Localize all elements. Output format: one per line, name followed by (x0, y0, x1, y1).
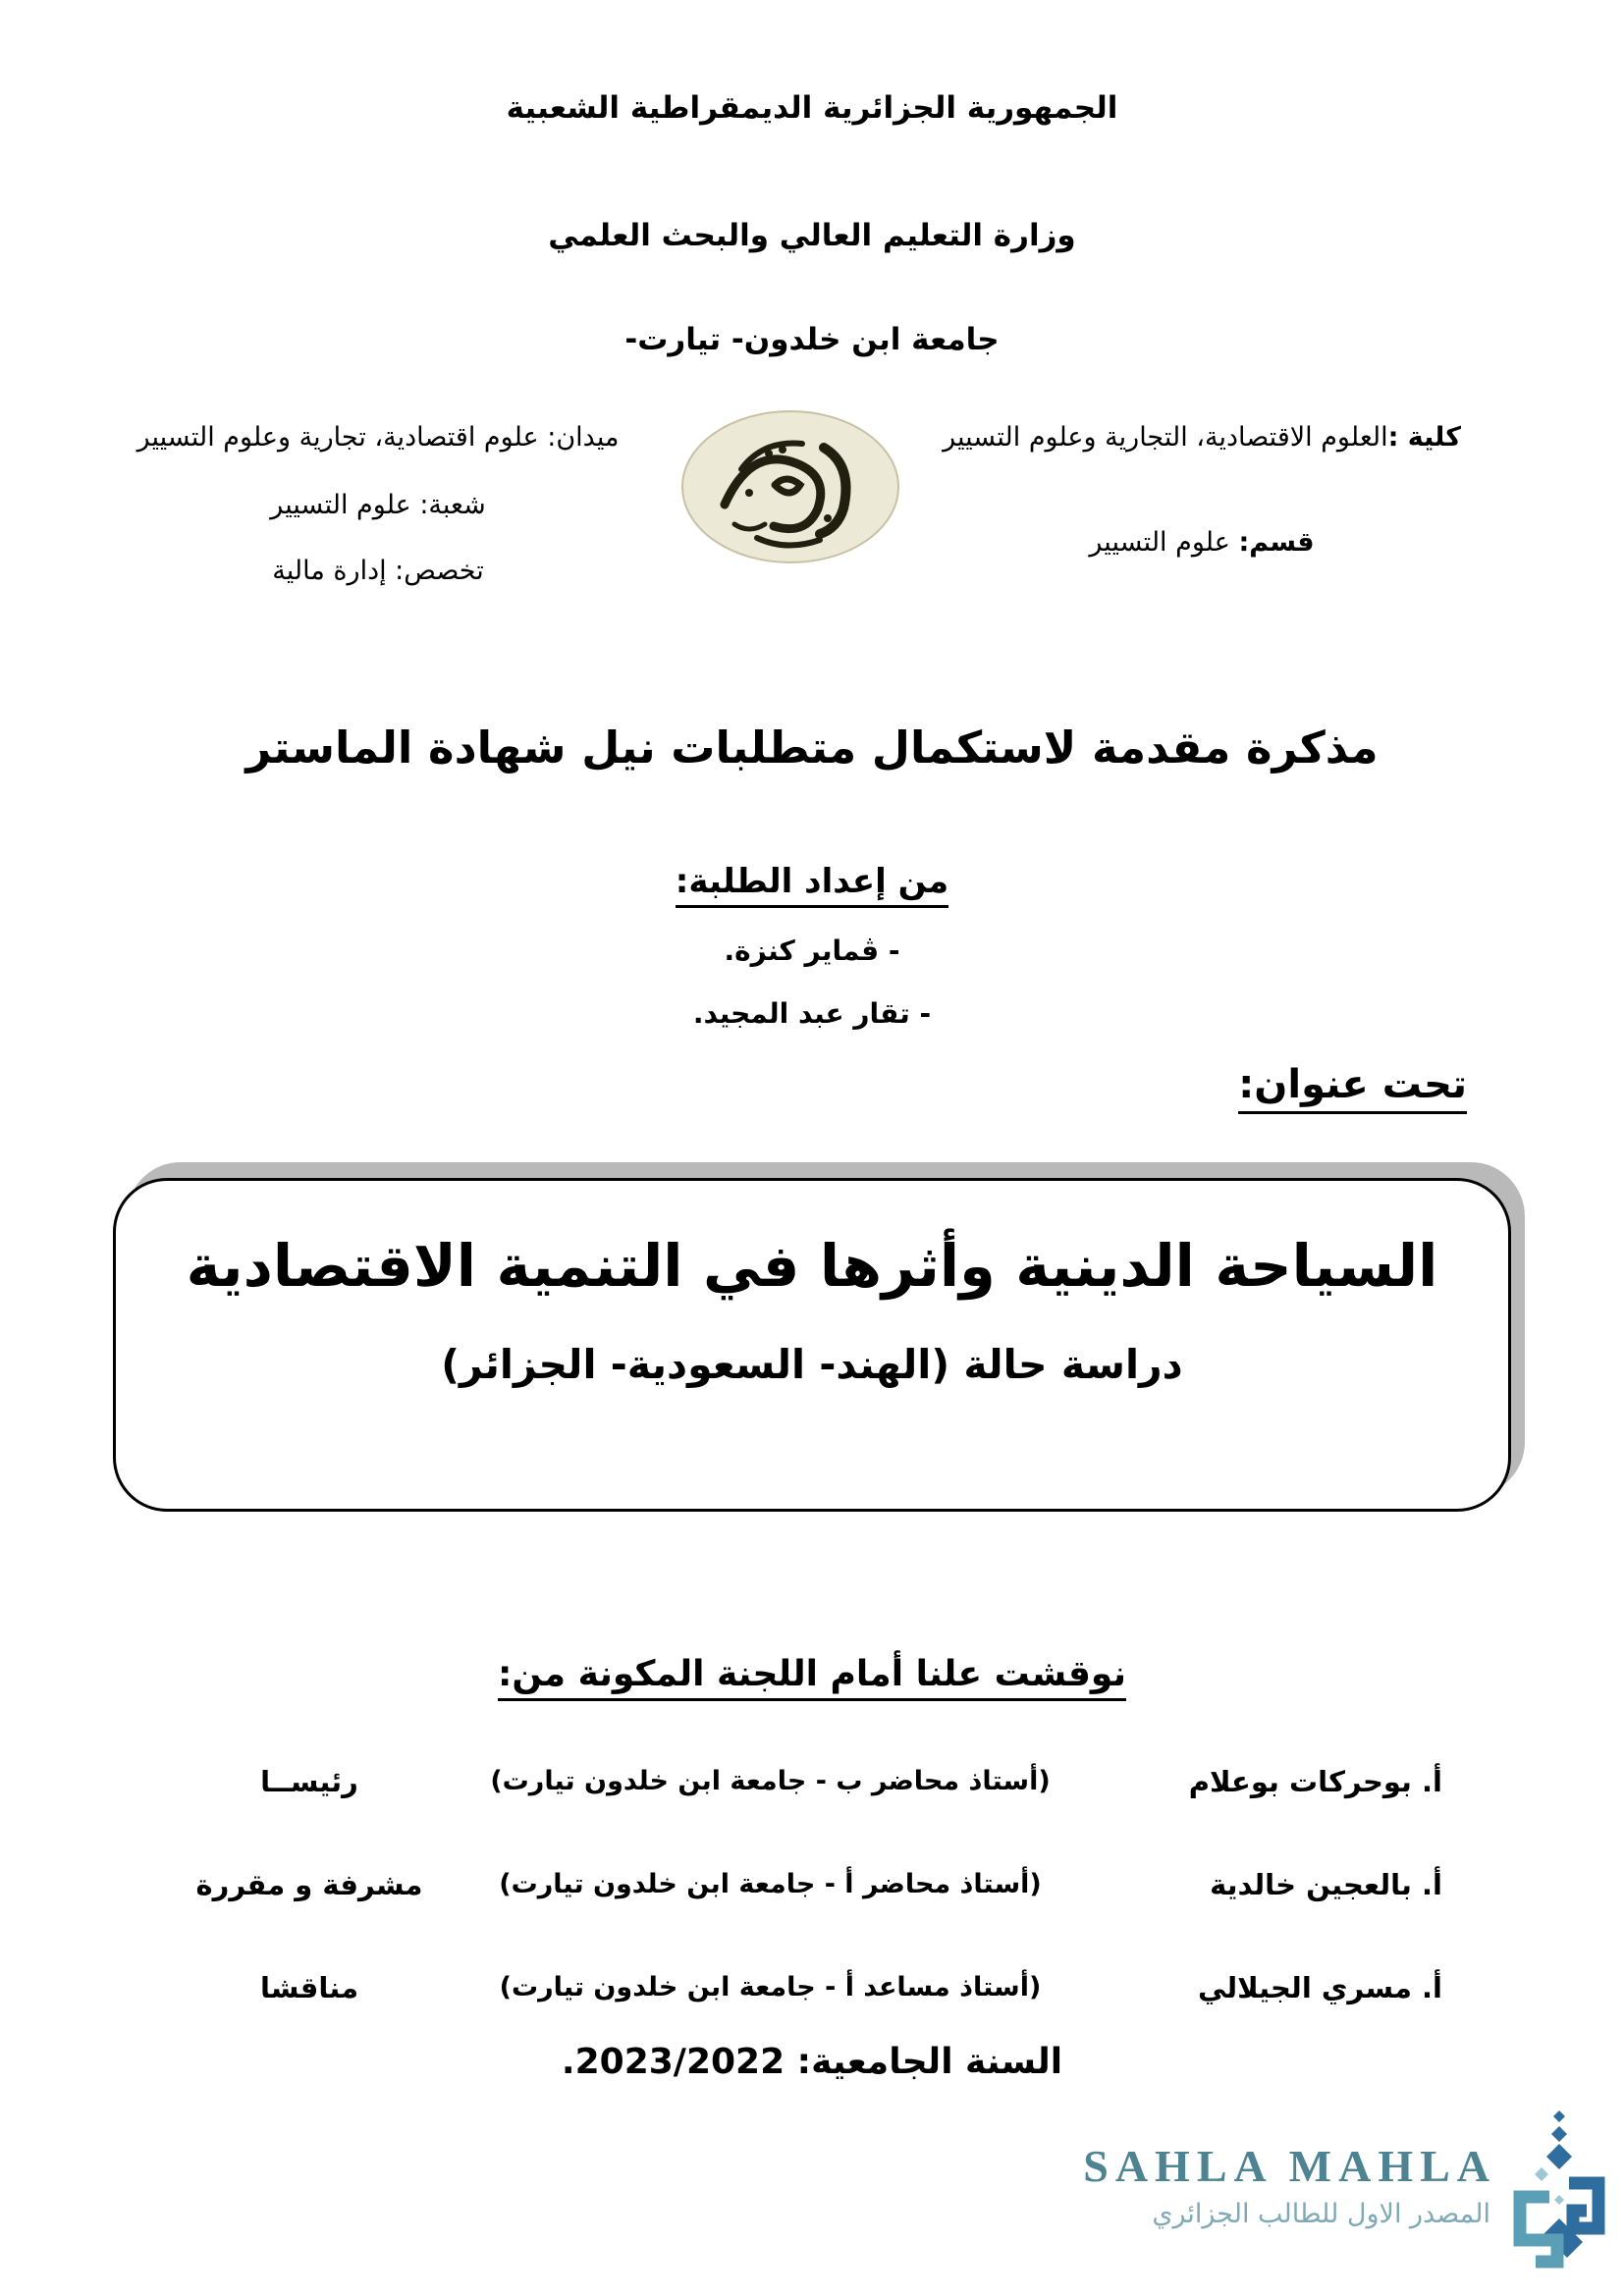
department-line (839, 527, 1565, 558)
student-name-2: - تقار عبد المجيد. (692, 997, 932, 1030)
kufic-ornament-icon (1512, 2109, 1606, 2273)
department-value: علوم التسيير (1089, 527, 1239, 558)
ministry-line: وزارة التعليم العالي والبحث العلمي (548, 218, 1076, 253)
committee-member-rank: (أستاذ محاضر أ - جامعة ابن خلدون تيارت) (499, 1869, 1042, 1899)
speciality-line: تخصص: إدارة مالية (272, 556, 484, 586)
committee-member-role: مشرفة و مقررة (195, 1868, 423, 1901)
faculty-value: العلوم الاقتصادية، التجارية وعلوم التسيير (943, 422, 1388, 453)
title-box (113, 1178, 1511, 1512)
students-heading-text: من إعداد الطلبة: (676, 862, 948, 908)
thesis-subtitle: دراسة حالة (الهند- السعودية- الجزائر) (441, 1341, 1183, 1388)
branch-line: شعبة: علوم التسيير (270, 490, 486, 520)
field-line: ميدان: علوم اقتصادية، تجارية وعلوم التسيير (136, 422, 620, 453)
thesis-title: السياحة الدينية وأثرها في التنمية الاقتصادية (186, 1232, 1438, 1300)
students-heading (0, 862, 1624, 901)
committee-member-name: أ. بوحركات بوعلام (1188, 1765, 1442, 1798)
sahla-mahla-icon (1512, 2109, 1606, 2277)
committee-heading (0, 1654, 1624, 1694)
committee-row (0, 1860, 1624, 1909)
committee-row (0, 1963, 1624, 2012)
university-logo (680, 408, 900, 567)
academic-year: السنة الجامعية: 2023/2022. (561, 2042, 1063, 2082)
under-title-text: تحت عنوان: (1238, 1062, 1467, 1114)
republic-line: الجمهورية الجزائرية الديمقراطية الشعبية (506, 90, 1118, 126)
student-name-1: - ڤماير كنزة. (724, 934, 900, 967)
under-title-label (1238, 1062, 1467, 1107)
sahla-mahla-tagline: المصدر الاول للطالب الجزائري (1152, 2199, 1490, 2229)
committee-member-role: مناقشا (259, 1971, 359, 2004)
committee-member-rank: (أستاذ محاضر ب - جامعة ابن خلدون تيارت) (490, 1766, 1051, 1796)
committee-member-name: أ. مسري الجيلالي (1197, 1971, 1442, 2004)
committee-list (0, 1757, 1624, 2066)
faculty-label: كلية : (1387, 422, 1461, 453)
memoir-statement: مذكرة مقدمة لاستكمال متطلبات نيل شهادة الماستر (245, 721, 1379, 774)
committee-heading-text: نوقشت علنا أمام اللجنة المكونة من: (498, 1654, 1126, 1701)
sahla-mahla-watermark (1083, 2109, 1606, 2280)
sahla-mahla-wordmark: SAHLA MAHLA (1083, 2141, 1496, 2191)
committee-member-rank: (أستاذ مساعد أ - جامعة ابن خلدون تيارت) (499, 1972, 1042, 2002)
committee-member-role: رئيســا (260, 1765, 358, 1798)
university-seal-icon (680, 408, 900, 567)
university-line: جامعة ابن خلدون- تيارت- (624, 322, 1000, 357)
committee-member-name: أ. بالعجين خالدية (1210, 1868, 1442, 1901)
faculty-line (839, 422, 1565, 453)
committee-row (0, 1757, 1624, 1806)
department-label: قسم: (1238, 527, 1315, 558)
